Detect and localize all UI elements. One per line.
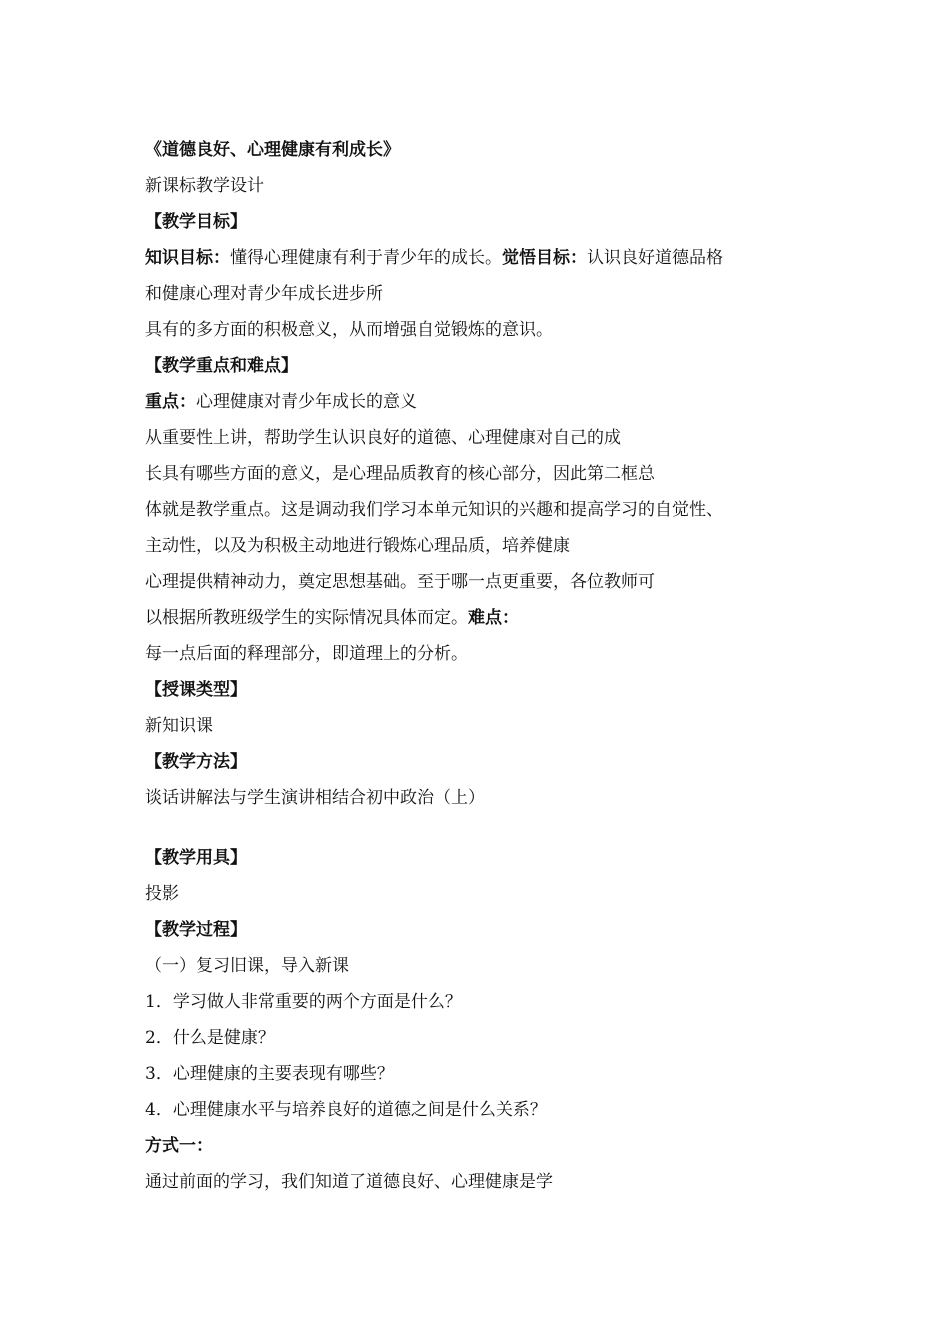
key-point-para-4: 主动性，以及为积极主动地进行锻炼心理品质，培养健康 xyxy=(145,536,570,556)
question-1: 1．学习做人非常重要的两个方面是什么？ xyxy=(145,992,462,1012)
difficulty-label: 难点： xyxy=(468,608,519,628)
question-3: 3．心理健康的主要表现有哪些？ xyxy=(145,1064,394,1084)
mode-one-text: 通过前面的学习，我们知道了道德良好、心理健康是学 xyxy=(145,1172,553,1192)
difficulty-text: 每一点后面的释理部分，即道理上的分析。 xyxy=(145,644,468,664)
awareness-goal-text: 认识良好道德品格 xyxy=(587,248,723,268)
question-4: 4．心理健康水平与培养良好的道德之间是什么关系？ xyxy=(145,1100,547,1120)
tools-heading: 【教学用具】 xyxy=(145,848,247,868)
document-title: 《道德良好、心理健康有利成长》 xyxy=(145,140,400,160)
method-text: 谈话讲解法与学生演讲相结合初中政治（上） xyxy=(145,788,485,808)
document-subtitle: 新课标教学设计 xyxy=(145,176,264,196)
method-heading: 【教学方法】 xyxy=(145,752,247,772)
key-point-para-2: 长具有哪些方面的意义，是心理品质教育的核心部分，因此第二框总 xyxy=(145,464,655,484)
lesson-type-text: 新知识课 xyxy=(145,716,213,736)
knowledge-goal-text: 懂得心理健康有利于青少年的成长。 xyxy=(230,248,502,268)
mode-one-label: 方式一： xyxy=(145,1136,213,1156)
key-point-label: 重点： xyxy=(145,392,196,412)
awareness-goal-label: 觉悟目标： xyxy=(502,248,587,268)
key-point-line xyxy=(145,390,417,414)
key-points-heading: 【教学重点和难点】 xyxy=(145,356,298,376)
key-point-text: 心理健康对青少年成长的意义 xyxy=(196,392,417,412)
key-point-para-1: 从重要性上讲，帮助学生认识良好的道德、心理健康对自己的成 xyxy=(145,428,621,448)
knowledge-goal-label: 知识目标： xyxy=(145,248,230,268)
tools-text: 投影 xyxy=(145,884,179,904)
goals-heading: 【教学目标】 xyxy=(145,212,247,232)
lesson-type-heading: 【授课类型】 xyxy=(145,680,247,700)
process-heading: 【教学过程】 xyxy=(145,920,247,940)
key-point-para-3: 体就是教学重点。这是调动我们学习本单元知识的兴趣和提高学习的自觉性、 xyxy=(145,500,723,520)
goals-line-3: 具有的多方面的积极意义，从而增强自觉锻炼的意识。 xyxy=(145,320,553,340)
goals-line-1 xyxy=(145,246,723,270)
process-step: （一）复习旧课，导入新课 xyxy=(145,956,349,976)
key-point-para-6-line xyxy=(145,606,519,630)
question-2: 2．什么是健康？ xyxy=(145,1028,275,1048)
key-point-para-5: 心理提供精神动力，奠定思想基础。至于哪一点更重要，各位教师可 xyxy=(145,572,655,592)
key-point-para-6: 以根据所教班级学生的实际情况具体而定。 xyxy=(145,608,468,628)
goals-line-2: 和健康心理对青少年成长进步所 xyxy=(145,284,383,304)
